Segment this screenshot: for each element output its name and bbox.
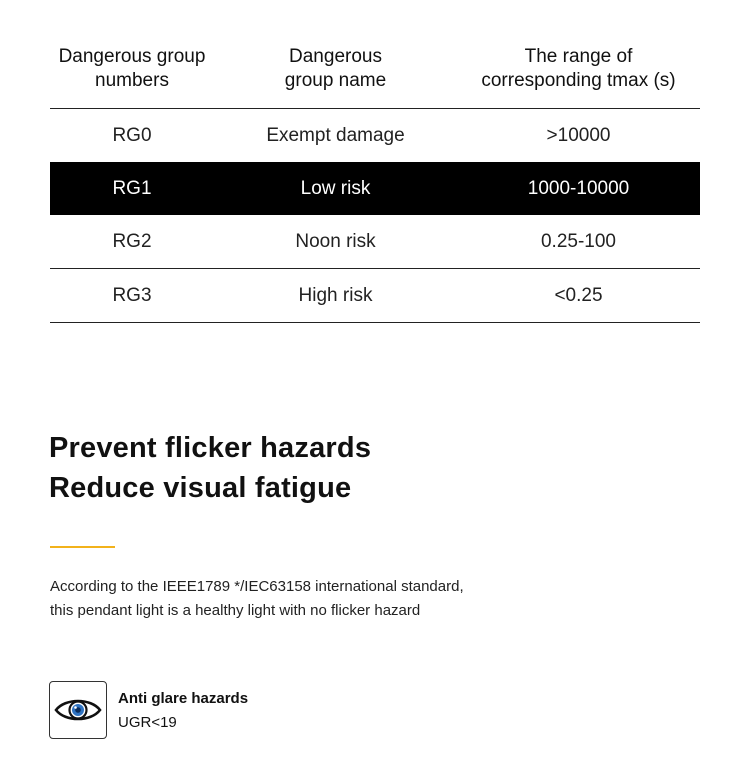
table-row xyxy=(50,109,700,162)
cell-group-number: RG0 xyxy=(112,124,152,146)
cell-tmax: <0.25 xyxy=(554,284,603,306)
headline xyxy=(49,428,371,508)
feature-title: Anti glare hazards xyxy=(118,690,249,707)
cell-tmax: 0.25-100 xyxy=(540,230,616,252)
header-group-numbers: Dangerous group numbers xyxy=(58,46,206,91)
cell-group-name: Low risk xyxy=(300,177,371,199)
header-tmax-range: The range of corresponding tmax (s) xyxy=(481,46,676,91)
eye-icon xyxy=(49,681,107,739)
table-row-highlighted xyxy=(50,162,700,215)
table-row xyxy=(50,269,700,323)
header-group-name: Dangerous group name xyxy=(284,46,387,91)
cell-group-number: RG1 xyxy=(112,177,152,199)
description xyxy=(50,575,464,623)
cell-group-number: RG2 xyxy=(112,230,152,252)
feature-value: UGR<19 xyxy=(118,714,177,731)
table-header xyxy=(50,30,700,109)
accent-divider xyxy=(50,546,115,548)
headline-line-1: Prevent flicker hazards xyxy=(49,432,372,464)
cell-tmax: 1000-10000 xyxy=(527,177,630,199)
cell-group-number: RG3 xyxy=(112,284,152,306)
risk-group-table xyxy=(50,30,700,323)
description-line-2: this pendant light is a healthy light with no flicker hazard xyxy=(50,602,421,619)
table-row xyxy=(50,215,700,269)
headline-line-2: Reduce visual fatigue xyxy=(49,472,352,504)
description-line-1: According to the IEEE1789 */IEC63158 international standard, xyxy=(50,578,464,595)
cell-tmax: >10000 xyxy=(546,124,611,146)
cell-group-name: High risk xyxy=(298,284,373,306)
cell-group-name: Noon risk xyxy=(295,230,376,252)
anti-glare-feature xyxy=(49,681,248,739)
cell-group-name: Exempt damage xyxy=(266,124,405,146)
